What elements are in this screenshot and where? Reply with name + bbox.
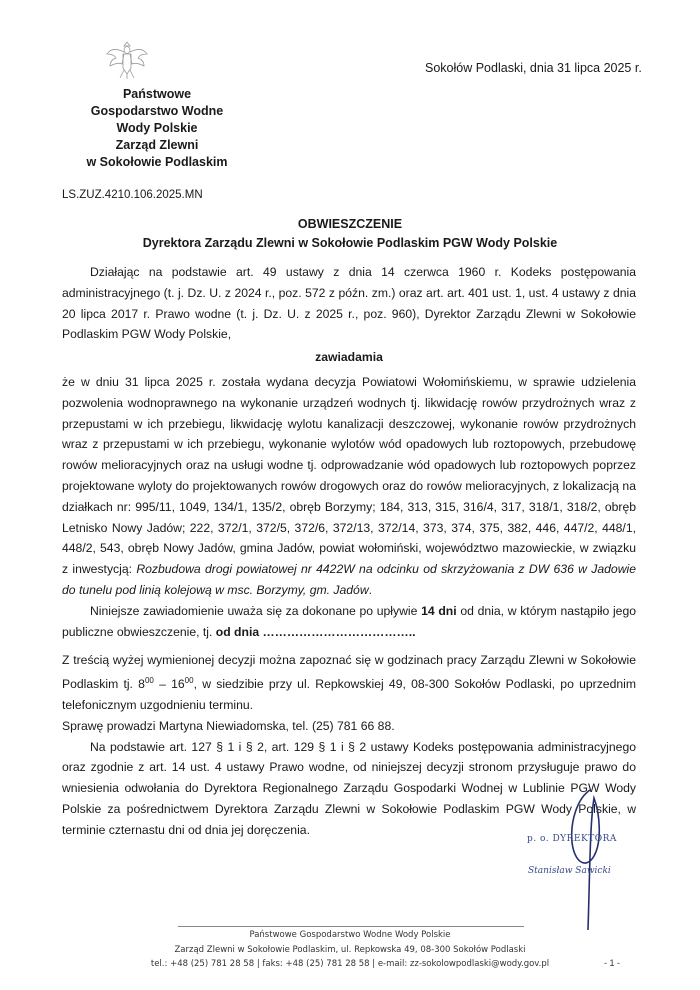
verb-zawiadamia: zawiadamia xyxy=(315,350,383,365)
hour-end-sup: 00 xyxy=(184,676,194,686)
footer-address: Zarząd Zlewni w Sokołowie Podlaskim, ul. Repkowska 49, 08-300 Sokołów Podlaski xyxy=(174,945,526,955)
issuer-block xyxy=(52,86,262,171)
place-date: Sokołów Podlaski, dnia 31 lipca 2025 r. xyxy=(425,61,642,75)
issuer-line: Zarząd Zlewni xyxy=(115,138,199,152)
signature-name: Stanisław Sawicki xyxy=(528,866,611,876)
inspection-paragraph xyxy=(62,650,636,715)
footer-org: Państwowe Gospodarstwo Wodne Wody Polskie xyxy=(249,930,451,940)
inspection-text-a: Z treścią wyżej wymienionej decyzji można zapoznać się w godzinach pracy Zarządu Zlewni w Sokołowie Podlaskim tj. 8 xyxy=(62,653,636,692)
appeal-paragraph: Na podstawie art. 127 § 1 i § 2, art. 129 § 1 i § 2 ustawy Kodeks postępowania administracyjnego oraz zgodnie z art. 14 ust. 4 ustawy Prawo wodne, od niniejszej decyzji stronom przysługuje prawo do wniesienia odwołania do Dyrektora Regionalnego Zarządu Gospodarki Wodnej w Lublinie PGW Wody Polskie za pośrednictwem Dyrektora Zarządu Zlewni w Sokołowie Podlaskim PGW Wody Polskie, w terminie czternastu dni od dnia jej doręczenia. xyxy=(62,739,636,837)
document-subtitle: Dyrektora Zarządu Zlewni w Sokołowie Podlaskim PGW Wody Polskie xyxy=(142,236,558,250)
footer-contact: tel.: +48 (25) 781 28 58 | faks: +48 (25) 781 28 58 | e-mail: zz-sokolowpodlaski@wody.gov.pl xyxy=(150,959,550,969)
issuer-line: Wody Polskie xyxy=(116,121,198,135)
inspection-text-b: , w siedzibie przy ul. Repkowskiej 49, 08-300 Sokołów Podlaski, po uprzednim telefonicznym uzgodnieniu terminu. xyxy=(62,677,636,712)
issuer-line: w Sokołowie Podlaskim xyxy=(86,155,228,169)
notice-paragraph xyxy=(62,601,636,643)
notice-text-b: od dnia, w którym nastąpiło jego publiczne obwieszczenie, tj. xyxy=(62,603,636,639)
notice-days: 14 dni xyxy=(421,603,457,618)
decision-text: że w dniu 31 lipca 2025 r. została wydana decyzja Powiatowi Wołomińskiemu, w sprawie udzielenia pozwolenia wodnoprawnego na wykonanie urządzeń wodnych tj. likwidację rowów przydrożnych wraz z przepustami w ich przebiegu, likwidację wylotu kanalizacji deszczowej, wykonanie rowów przydrożnych wraz z przepustami w ich przebiegu, wykonanie wylotów wód opadowych lub roztopowych, przebudowę rowów melioracyjnych oraz na usługi wodne tj. odprowadzanie wód opadowych lub roztopowych poprzez projektowane wyloty do projektowanych rowów drogowych oraz do rowów melioracyjnych, z lokalizacją na działkach nr: 995/11, 1049, 134/1, 135/2, obręb Borzymy; 184, 313, 315, 316/4, 317, 318/1, 318/2, obręb Letnisko Nowy Jadów; 222, 372/1, 372/5, 372/6, 372/13, 372/14, 373, 374, 375, 382, 446, 447/2, 448/1, 448/2, 543, obręb Nowy Jadów, gmina Jadów, powiat wołomiński, województwo mazowieckie, w związku z inwestycją: xyxy=(62,374,636,577)
intro-paragraph: Działając na podstawie art. 49 ustawy z dnia 14 czerwca 1960 r. Kodeks postępowania administracyjnego (t. j. Dz. U. z 2024 r., poz. 572 z późn. zm.) oraz art. art. 401 ust. 1, ust. 4 ustawy z dnia 20 lipca 2017 r. Prawo wodne (t. j. Dz. U. z 2025 r., poz. 960), Dyrektor Zarządu Zlewni w Sokołowie Podlaskim PGW Wody Polskie, xyxy=(62,265,636,342)
notice-from: od dnia ……………………………….. xyxy=(215,624,416,639)
issuer-line: Państwowe xyxy=(122,87,192,101)
document-title: OBWIESZCZENIE xyxy=(297,217,403,231)
page-number: - 1 - xyxy=(604,958,621,968)
issuer-line: Gospodarstwo Wodne xyxy=(90,104,224,118)
reference-number: LS.ZUZ.4210.106.2025.MN xyxy=(62,189,203,201)
body-text xyxy=(62,262,636,841)
hour-dash: – 16 xyxy=(153,677,185,692)
notice-text-a: Niniejsze zawiadomienie uważa się za dokonane po upływie xyxy=(90,603,422,618)
hour-start-sup: 00 xyxy=(144,676,154,686)
investment-name: Rozbudowa drogi powiatowej nr 4422W na odcinku od skrzyżowania z DW 636 w Jadowie do tunelu pod linią kolejową w msc. Borzymy, gm. Jadów xyxy=(62,562,636,597)
handwritten-signature-icon xyxy=(560,784,620,934)
case-handler: Sprawę prowadzi Martyna Niewiadomska, tel. (25) 781 66 88. xyxy=(62,718,395,733)
emblem-eagle-icon xyxy=(104,36,150,80)
signature-role: p. o. DYREKTORA xyxy=(527,834,617,844)
footer-divider xyxy=(178,926,524,927)
decision-paragraph: że w dniu 31 lipca 2025 r. została wydana decyzja Powiatowi Wołomińskiemu, w sprawie udzielenia pozwolenia wodnoprawnego na wykonanie urządzeń wodnych tj. likwidację rowów przydrożnych wraz z przepustami w ich przebiegu, likwidację wylotu kanalizacji deszczowej, wykonanie rowów przydrożnych wraz z przepustami w ich przebiegu, wykonanie wylotów wód opadowych lub roztopowych, przebudowę rowów melioracyjnych oraz na usługi wodne tj. odprowadzanie wód opadowych lub roztopowych poprzez projektowane wyloty do projektowanych rowów drogowych oraz do rowów melioracyjnych, z lokalizacją na działkach nr: 995/11, 1049, 134/1, 135/2, obręb Borzymy; 184, 313, 315, 316/4, 317, 318/1, 318/2, obręb Letnisko Nowy Jadów; 222, 372/1, 372/5, 372/6, 372/13, 372/14, 373, 374, 375, 382, 446, 447/2, 448/1, 448/2, 543, obręb Nowy Jadów, gmina Jadów, powiat wołomiński, województwo mazowieckie, w związku z inwestycją: Rozbudowa drogi powiatowej nr 4422W na odcinku od skrzyżowania z DW 636 w Jadowie do tunelu pod linią kolejową w msc. Borzymy, gm. Jadów. xyxy=(62,374,636,597)
